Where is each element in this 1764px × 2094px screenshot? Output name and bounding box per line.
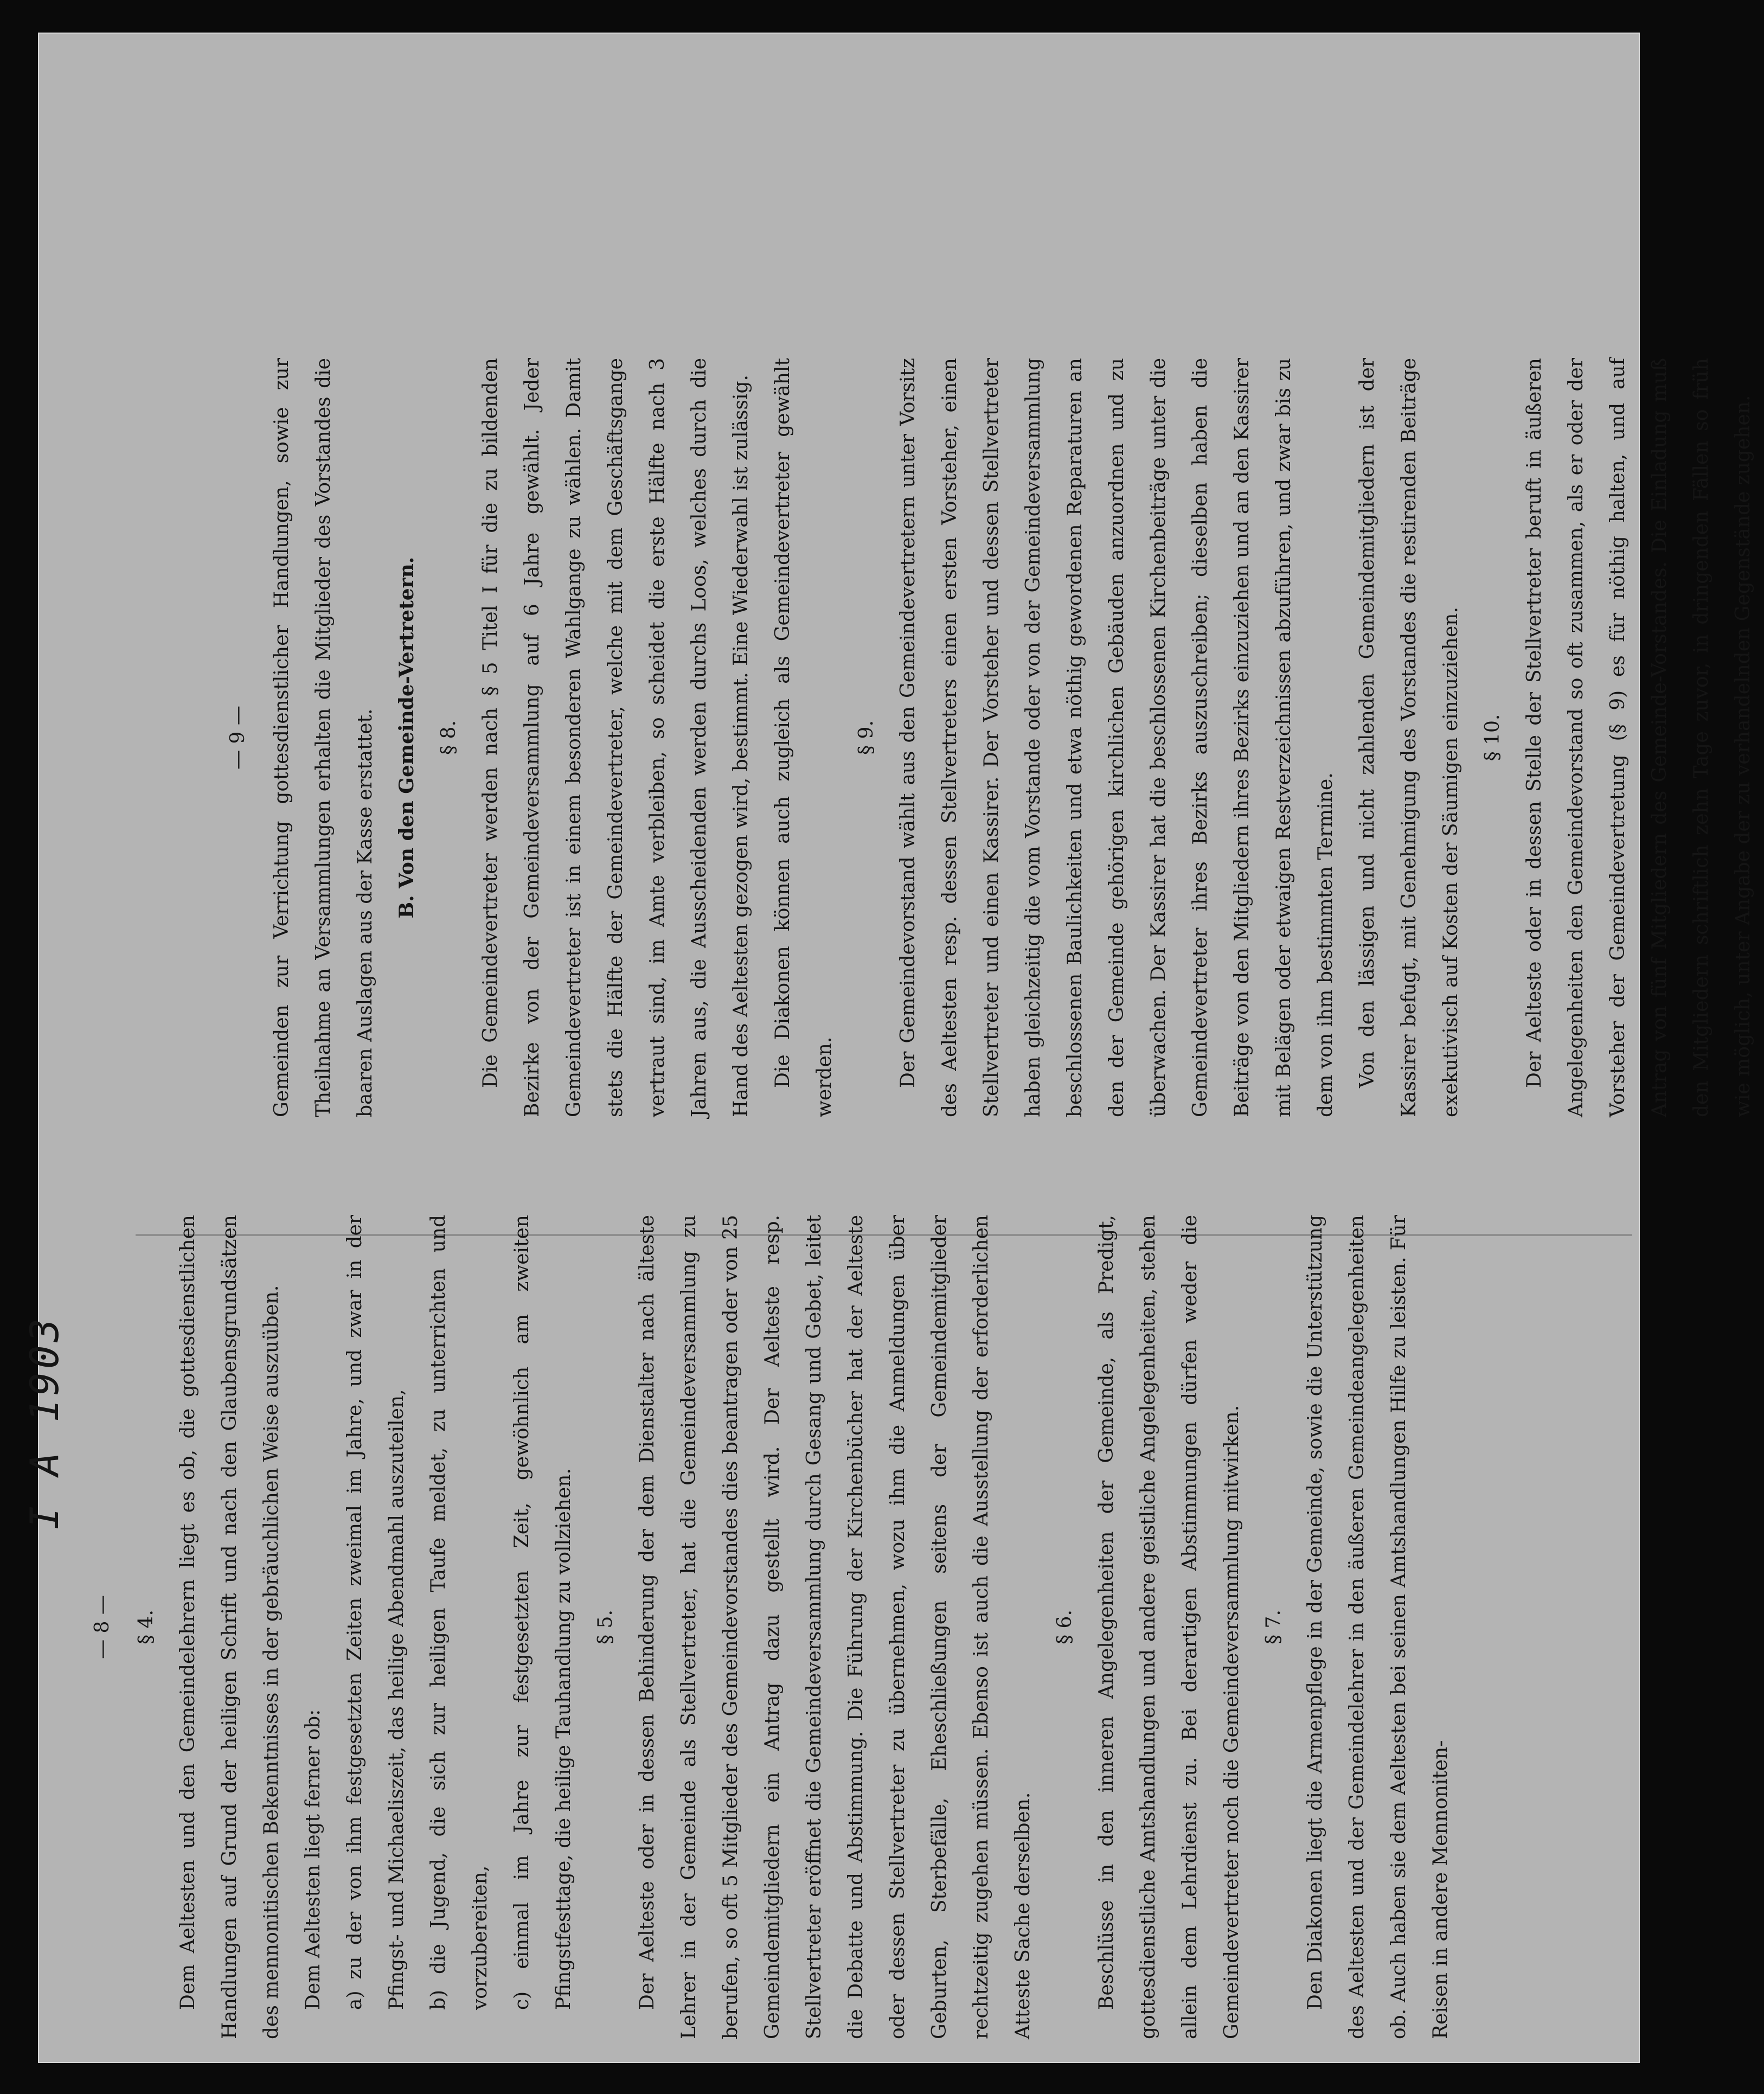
page-9: [217, 358, 1754, 1117]
paragraph: Die Diakonen können auch zugleich als Gemeindevertreter gewählt werden.: [772, 358, 836, 1117]
paragraph-heading: § 4.: [135, 1610, 157, 1644]
paragraph: Den Diakonen liegt die Armenpflege in der Gemeinde, sowie die Unterstützung des Aeltesten und der Gemeindelehrer in den äußeren Gemeindeangelegenheiten ob. Auch haben sie dem Aeltesten bei seinen Amtshandlungen Hilfe zu leisten. Für Reisen in andere Mennoniten-: [1304, 1215, 1452, 2039]
archive-note: I A 1903: [22, 1315, 67, 1529]
page-body: [261, 358, 1764, 1117]
list-item: b) die Jugend, die sich zur heiligen Taufe meldet, zu unterrichten und vorzubereiten,: [427, 1215, 491, 2010]
section-title: B. Von den Gemeinde-Vertretern.: [395, 556, 418, 919]
paragraph: Beschlüsse in den inneren Angelegenheiten der Gemeinde, als Predigt, gottesdienstliche Amtshandlungen und andere geistliche Angelegenheiten, stehen allein dem Lehrdienst zu. Bei derartigen Abstimmungen dürfen weder die Gemeindevertreter noch die Gemeindeversammlung mitwirken.: [1095, 1215, 1243, 2039]
paragraph: Die Gemeindevertreter werden nach § 5 Titel I für die zu bildenden Bezirke von der Gemeindeversammlung auf 6 Jahre gewählt. Jeder Gemeindevertreter ist in einem besonderen Wahlgange zu wählen. Damit stets die Hälfte der Gemeindevertreter, welche mit dem Geschäftsgange vertraut sind, im Amte verbleiben, so scheidet die erste Hälfte nach 3 Jahren aus, die Ausscheidenden werden durchs Loos, welches durch die Hand des Aeltesten gezogen wird, bestimmt. Eine Wiederwahl ist zulässig.: [479, 358, 752, 1117]
paragraph-heading: § 6.: [1054, 1610, 1076, 1644]
paragraph: Der Aelteste oder in dessen Behinderung der dem Dienstalter nach älteste Lehrer in der Gemeinde als Stellvertreter, hat die Gemeindeversammlung zu berufen, so oft 5 Mitglieder des Gemeindevorstandes dies beantragen oder von 25 Gemeindemitgliedern ein Antrag dazu gestellt wird. Der Aelteste resp. Stellvertreter eröffnet die Gemeindeversammlung durch Gesang und Gebet, leitet die Debatte und Abstimmung. Die Führung der Kirchenbücher hat der Aelteste oder dessen Stellvertreter zu übernehmen, wozu ihm die Anmeldungen über Geburten, Sterbefälle, Eheschließungen seitens der Gemeindemitglieder rechtzeitig zugehen müssen. Ebenso ist auch die Ausstellung der erforderlichen Atteste Sache derselben.: [636, 1215, 1034, 2039]
paragraph-heading: § 5.: [594, 1610, 617, 1644]
page-8: [81, 1215, 1452, 2039]
page-number: — 9 —: [227, 706, 249, 770]
paragraph-heading: § 7.: [1262, 1610, 1285, 1644]
paragraph-heading: § 9.: [855, 720, 877, 755]
paragraph: Dem Aeltesten und den Gemeindelehrern liegt es ob, die gottesdienstlichen Handlungen auf Grund der heiligen Schrift und nach den Glaubensgrundsätzen des mennonitischen Bekenntnisses in der gebräuchlichen Weise auszuüben.: [177, 1215, 283, 2039]
page-body: [125, 1215, 1461, 2039]
page-number: — 8 —: [91, 1595, 113, 1659]
paragraph: Gemeinden zur Verrichtung gottesdienstlicher Handlungen, sowie zur Theilnahme an Versammlungen erhalten die Mitglieder des Vorstandes die baaren Auslagen aus der Kasse erstattet.: [271, 358, 376, 1117]
list-item: c) einmal im Jahre zur festgesetzten Zeit, gewöhnlich am zweiten Pfingstfesttage, die heilige Tauhandlung zu vollziehen.: [511, 1215, 575, 2010]
paragraph: Von den lässigen und nicht zahlenden Gemeindemitgliedern ist der Kassirer befugt, mit Genehmigung des Vorstandes die restirenden Beiträge exekutivisch auf Kosten der Säumigen einzuziehen.: [1356, 358, 1462, 1117]
paragraph: Der Aelteste oder in dessen Stelle der Stellvertreter beruft in äußeren Angelegenheiten den Gemeindevorstand so oft zusammen, als er oder der Vorsteher der Gemeindevertretung (§ 9) es für nöthig halten, und auf Antrag von fünf Mitgliedern des Gemeinde-Vorstandes. Die Einladung muß den Mitgliedern schriftlich zehn Tage zuvor, in dringenden Fällen so früh wie möglich, unter Angabe der zu verhandelnden Gegenstände zugehen.: [1523, 358, 1754, 1117]
paragraph: Dem Aeltesten liegt ferner ob:: [302, 1709, 324, 2010]
paragraph: Der Gemeindevorstand wählt aus den Gemeindevertretern unter Vorsitz des Aeltesten resp. dessen Stellvertreters einen ersten Vorsteher, einen Stellvertreter und einen Kassirer. Der Vorsteher und dessen Stellvertreter haben gleichzeitig die vom Vorstande oder von der Gemeindeversammlung beschlossenen Baulichkeiten und etwa nöthig gewordenen Reparaturen an den der Gemeinde gehörigen kirchlichen Gebäuden anzuordnen und zu überwachen. Der Kassirer hat die beschlossenen Kirchenbeiträge unter die Gemeindevertreter ihres Bezirks auszuschreiben; dieselben haben die Beiträge von den Mitgliedern ihres Bezirks einzuziehen und an den Kassirer mit Belägen oder etwaigen Restverzeichnissen abzuführen, und zwar bis zu dem von ihm bestimmten Termine.: [897, 358, 1337, 1117]
paragraph-heading: § 10.: [1481, 714, 1504, 761]
list-item: a) zu der von ihm festgesetzten Zeiten zweimal im Jahre, und zwar in der Pfingst- und Michaeliszeit, das heilige Abendmahl auszuteilen,: [344, 1215, 408, 2010]
paragraph-heading: § 8.: [438, 720, 460, 755]
